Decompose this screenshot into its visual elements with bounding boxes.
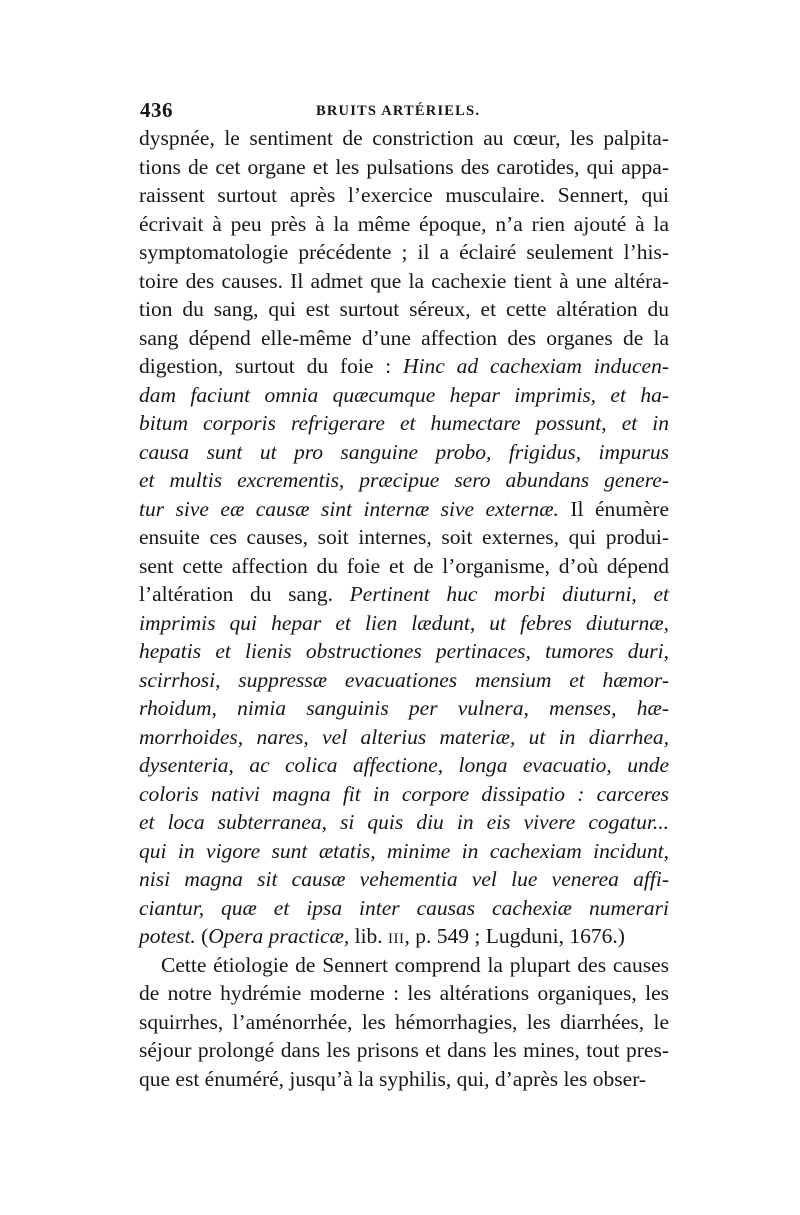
text-segment: l’altération du sang. <box>139 582 350 606</box>
text-line <box>139 181 669 210</box>
text-line <box>139 951 669 980</box>
text-segment: ( <box>195 924 209 948</box>
text-segment: symptomatologie précédente ; il a éclairé seulement l’his- <box>139 240 669 264</box>
text-line <box>139 751 669 780</box>
text-line <box>139 1036 669 1065</box>
italic-text-segment: Opera practicæ, <box>208 924 350 948</box>
text-segment: III <box>388 931 405 947</box>
text-line <box>139 381 669 410</box>
text-segment: tion du sang, qui est surtout séreux, et cette altération du <box>139 297 669 321</box>
text-line <box>139 267 669 296</box>
text-line <box>139 808 669 837</box>
italic-text-segment: ciantur, quæ et ipsa inter causas cachexiæ numerari <box>139 895 669 920</box>
text-line <box>139 210 669 239</box>
italic-text-segment: rhoidum, nimia sanguinis per vulnera, menses, hæ- <box>139 696 669 720</box>
italic-text-segment: nisi magna sit causæ vehementia vel lue venerea affi- <box>139 867 669 891</box>
text-line <box>139 295 669 324</box>
text-segment: digestion, surtout du foie : <box>139 354 404 378</box>
text-line <box>139 637 669 666</box>
italic-text-segment: hepatis et lienis obstructiones pertinaces, tumores duri, <box>139 639 669 663</box>
text-segment: écrivait à peu près à la même époque, n’a rien ajouté à la <box>139 211 669 236</box>
text-line <box>139 153 669 182</box>
text-segment: séjour prolongé dans les prisons et dans les mines, tout pres- <box>139 1038 669 1062</box>
page-number: 436 <box>140 98 173 122</box>
italic-text-segment: qui in vigore sunt ætatis, minime in cachexiam incidunt, <box>139 838 669 863</box>
text-segment: que est énuméré, jusqu’à la syphilis, qui, d’après les obser- <box>139 1066 647 1091</box>
text-line <box>139 1065 669 1094</box>
text-line <box>139 922 669 951</box>
text-segment: Il énumère <box>558 496 669 521</box>
text-segment: lib. <box>349 924 389 948</box>
text-line <box>139 780 669 809</box>
text-line <box>139 837 669 866</box>
text-line <box>139 894 669 923</box>
text-segment: toire des causes. Il admet que la cachexie tient à une altéra- <box>139 268 669 293</box>
italic-text-segment: tur sive eæ causæ sint internæ sive externæ. <box>139 496 559 521</box>
italic-text-segment: dam faciunt omnia quæcumque hepar imprimis, et ha- <box>139 382 669 407</box>
page-header <box>140 98 668 124</box>
text-segment: raissent surtout après l’exercice musculaire. Sennert, qui <box>139 183 669 207</box>
italic-text-segment: imprimis qui hepar et lien lædunt, ut febres diuturnæ, <box>139 610 669 635</box>
text-line <box>139 723 669 752</box>
text-line <box>139 409 669 438</box>
text-segment: ensuite ces causes, soit internes, soit externes, qui produi- <box>139 525 669 549</box>
text-segment: dyspnée, le sentiment de constriction au cœur, les palpita- <box>139 126 669 150</box>
italic-text-segment: potest. <box>139 924 196 948</box>
text-line <box>139 495 669 524</box>
text-segment: sang dépend elle-même d’une affection des organes de la <box>139 325 669 350</box>
italic-text-segment: scirrhosi, suppressæ evacuationes mensium et hæmor- <box>139 667 669 692</box>
body-text <box>139 124 669 1093</box>
text-line <box>139 979 669 1008</box>
text-line <box>139 1008 669 1037</box>
running-title: BRUITS ARTÉRIELS. <box>316 103 481 119</box>
text-segment: tions de cet organe et les pulsations des carotides, qui appa- <box>139 154 669 179</box>
italic-text-segment: Pertinent huc morbi diuturni, et <box>349 582 669 606</box>
text-line <box>139 694 669 723</box>
italic-text-segment: dysenteria, ac colica affectione, longa evacuatio, unde <box>139 753 669 777</box>
text-segment: squirrhes, l’aménorrhée, les hémorrhagies, les diarrhées, le <box>139 1009 669 1034</box>
italic-text-segment: Hinc ad cachexiam inducen- <box>403 354 670 378</box>
text-line <box>139 609 669 638</box>
text-line <box>139 865 669 894</box>
text-segment: Cette étiologie de Sennert comprend la plupart des causes <box>161 952 669 977</box>
italic-text-segment: et multis excrementis, præcipue sero abundans genere- <box>139 468 669 492</box>
text-segment: sent cette affection du foie et de l’organisme, d’où dépend <box>139 553 669 578</box>
text-line <box>139 666 669 695</box>
italic-text-segment: morrhoides, nares, vel alterius materiæ, ut in diarrhea, <box>139 724 669 749</box>
italic-text-segment: causa sunt ut pro sanguine probo, frigidus, impurus <box>139 439 669 464</box>
text-line <box>139 124 669 153</box>
italic-text-segment: bitum corporis refrigerare et humectare possunt, et in <box>139 411 669 435</box>
text-segment: de notre hydrémie moderne : les altérations organiques, les <box>139 981 669 1005</box>
text-line <box>139 466 669 495</box>
text-line <box>139 324 669 353</box>
italic-text-segment: et loca subterranea, si quis diu in eis vivere cogatur... <box>139 810 669 834</box>
text-line <box>139 438 669 467</box>
text-segment: , p. 549 ; Lugduni, 1676.) <box>404 924 625 948</box>
text-line <box>139 352 669 381</box>
text-line <box>139 580 669 609</box>
text-line <box>139 552 669 581</box>
text-line <box>139 523 669 552</box>
italic-text-segment: coloris nativi magna fit in corpore dissipatio : carceres <box>139 781 669 806</box>
text-line <box>139 238 669 267</box>
